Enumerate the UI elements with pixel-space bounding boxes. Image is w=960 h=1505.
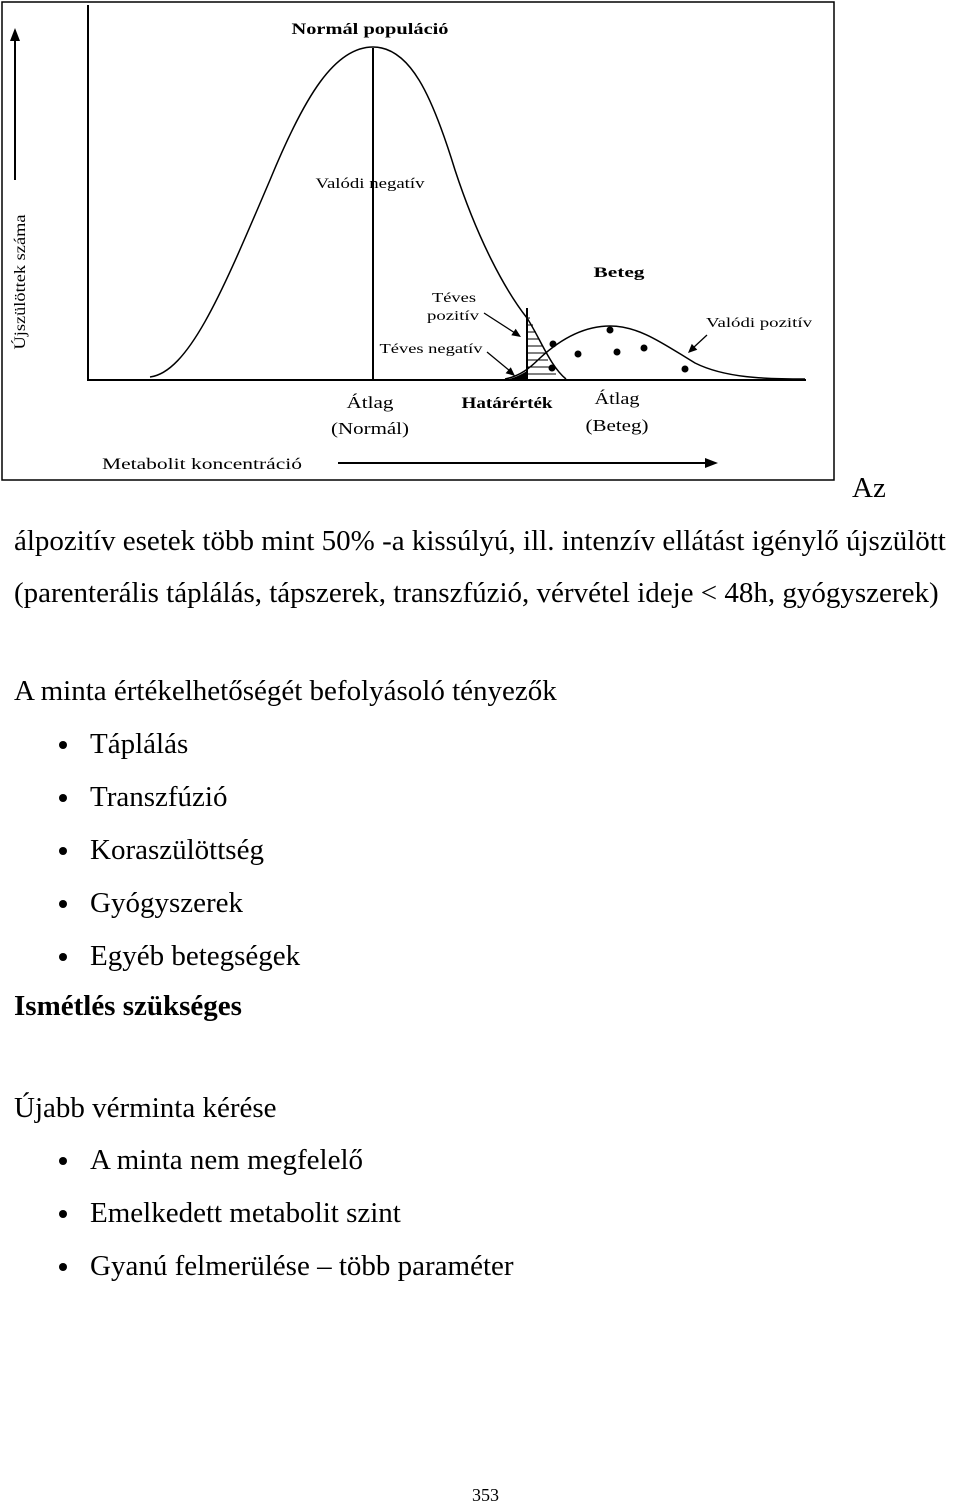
list-item-text: Emelkedett metabolit szint xyxy=(90,1197,401,1229)
list-item xyxy=(0,1249,960,1283)
list-item-text: Egyéb betegségek xyxy=(90,940,301,972)
list-item-text: Transzfúzió xyxy=(90,781,228,813)
paragraph-line-2: (parenterális táplálás, tápszerek, transzfúzió, vérvétel ideje < 48h, gyógyszerek) xyxy=(14,577,939,609)
mean-sick-label-line2: (Beteg) xyxy=(585,416,649,435)
false-negative-arrow-icon xyxy=(487,352,515,376)
cutoff-label: Határérték xyxy=(461,395,553,412)
false-negative-label: Téves negatív xyxy=(379,342,483,357)
list-item xyxy=(0,1196,960,1230)
true-negative-label: Valódi negatív xyxy=(315,176,426,192)
true-positive-arrow-icon xyxy=(688,335,707,353)
list-item-text: Gyógyszerek xyxy=(90,887,244,919)
list-item-text: Táplálás xyxy=(90,728,189,760)
bullet-icon xyxy=(59,794,67,802)
trailing-word: Az xyxy=(852,472,886,504)
list-item xyxy=(0,886,960,920)
bullet-icon xyxy=(59,953,67,961)
bullet-icon xyxy=(59,900,67,908)
list-item xyxy=(0,780,960,814)
list-item xyxy=(0,727,960,761)
bullet-icon xyxy=(59,741,67,749)
normal-population-curve xyxy=(150,47,566,379)
x-arrow-head-icon xyxy=(705,458,718,468)
normal-population-label: Normál populáció xyxy=(291,21,449,38)
bullet-icon xyxy=(59,1157,67,1165)
paragraph-line-1: álpozitív esetek több mint 50% -a kissúlyú, ill. intenzív ellátást igénylő újszülött xyxy=(14,525,946,557)
y-arrow-head-icon xyxy=(10,28,20,41)
list-item xyxy=(0,939,960,973)
false-positive-arrow-icon xyxy=(484,313,521,337)
diagram-frame xyxy=(2,2,834,480)
list-item-text: Gyanú felmerülése – több paraméter xyxy=(90,1250,514,1282)
page-number: 353 xyxy=(472,1485,499,1505)
y-axis-label: Újszülöttek száma xyxy=(12,231,29,350)
factors-heading: A minta értékelhetőségét befolyásoló tényezők xyxy=(14,675,557,707)
false-positive-label-line1: Téves xyxy=(432,291,476,306)
sick-population-label: Beteg xyxy=(593,265,646,281)
mean-normal-label-line1: Átlag xyxy=(346,393,395,412)
mean-sick-label-line1: Átlag xyxy=(594,389,641,408)
new-sample-heading: Újabb vérminta kérése xyxy=(14,1092,277,1124)
bullet-icon xyxy=(59,847,67,855)
repeat-heading: Ismétlés szükséges xyxy=(14,990,242,1022)
list-item-text: A minta nem megfelelő xyxy=(90,1144,364,1176)
list-item xyxy=(0,1143,960,1177)
bullet-icon xyxy=(59,1210,67,1218)
list-item-text: Koraszülöttség xyxy=(90,834,264,866)
patient-dots xyxy=(549,327,689,373)
bullet-icon xyxy=(59,1263,67,1271)
disease-curve xyxy=(505,326,805,379)
false-positive-label-line2: pozitív xyxy=(427,309,479,324)
x-axis-label: Metabolit koncentráció xyxy=(102,456,302,473)
diagram xyxy=(0,0,840,484)
list-item xyxy=(0,833,960,867)
true-positive-label: Valódi pozitív xyxy=(706,316,812,331)
mean-normal-label-line2: (Normál) xyxy=(331,419,409,438)
